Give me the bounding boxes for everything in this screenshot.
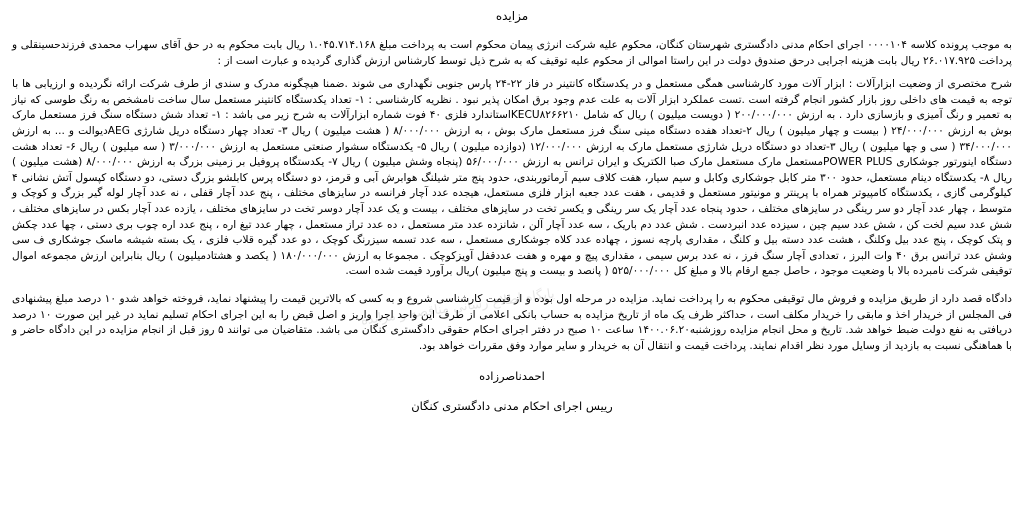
case-paragraph: به موجب پرونده کلاسه ۰۰۰۰۱۰۴ اجرای احکام مدنی دادگستری شهرستان کنگان، محکوم علیه شرکت انرژی پیمان محکوم است به پرداخت مبلغ ۱.۰۴۵.۷۱۴.۱۶۸ ریال بابت محکوم به در حق آقای سهراب محمدی فرزندحسینقلی و پرداخت ۲۶.۰۱۷.۹۲۵ ریال بابت هزینه اجرایی درحق صندوق دولت در این راستا اموالی از محکوم علیه توقیف که به شرح ذیل توسط کارشناس ارزش گذاری گردیده و عبارت است از :: [12, 39, 1012, 67]
auction-terms-paragraph: دادگاه قصد دارد از طریق مزایده و فروش مال توقیفی محکوم به را پرداخت نماید. مزایده در مرحله اول بوده و از قیمت کارشناسی شروع و به کسی که بالاترین قیمت را پیشنهاد نماید، فروخته خواهد شدو ۱۰ درصد مبلغ پیشنهادی فی المجلس از خریدار اخذ و مابقی را خریدار مکلف است ، حداکثر ظرف یک ماه از تاریخ مزایده به حساب بانکی اعلامی از طرف این واحد اجرا واریز و اصل قبض را به این اجرای احکام تسلیم نماید در غیر این صورت ۱۰ درصد دریافتی به نفع دولت ضبط خواهد شد. تاریخ و محل انجام مزایده روزشنبه۱۴۰۰.۰۶.۲۰ ساعت ۱۰ صبح در دفتر اجرای احکام حقوقی دادگستری کنگان می باشد. متقاضیان می توانند ۵ روز قبل از انجام مزایده در این دادگاه حاضر و با هماهنگی نسبت به بازدید از وسایل مورد نظر اقدام نمایند. پرداخت قیمت و انتقال آن به خریدار و سایر موارد وفق مقررات خواهد بود.: [12, 292, 1013, 352]
assets-description-paragraph: شرح مختصری از وضعیت ابزارآلات : ابزار آلات مورد کارشناسی همگی مستعمل و در یکدستگاه کانتینر در فاز ۲۲-۲۴ پارس جنوبی نگهداری می شوند .ضمنا هیچگونه مدرک و سندی از طرف شرکت ارائه نگردیده و ارزیابی ها با توجه به قیمت های داخلی روز بازار کشور انجام گرفته است .تست عملکرد ابزار آلات به علت عدم وجود برق امکان پذیر نبود . نظریه کارشناسی : ۱- تعداد یکدستگاه کانتینر مستعمل سال ساخت نامشخص به رنگ طوسی که نیاز به تعمیر و رنگ آمیزی و بازسازی دارد . به ارزش ۲۰۰/۰۰۰/۰۰۰ ( دویست میلیون ) ریال که شامل KECU۸۲۶۶۲۱۰استاندارد فلزی ۴۰ فوت شماره ابزارآلات به شرح زیر می باشد : ۱- تعداد شش دستگاه سنگ فرز مستعمل مارک بوش به ارزش ۲۴/۰۰۰/۰۰۰ ( بیست و چهار میلیون ) ریال ۲-تعداد هفده دستگاه مینی سنگ فرز مستعمل مارک بوش ، به ارزش ۸/۰۰۰/۰۰۰ ( هشت میلیون ) ریال ۳- تعداد چهار دستگاه دریل شارژی AEGدیوالت و ... به ارزش ۳۴/۰۰۰/۰۰۰ ( سی و چها میلیون ) ریال ۳-تعداد دو دستگاه دریل شارژی مستعمل مارک به ارزش ۱۲/۰۰۰/۰۰۰ (دوازده میلیون ) ریال ۵- یکدستگاه سشوار صنعتی مستعمل به ارزش ۳/۰۰۰/۰۰۰ ( سه میلیون ) ریال ۶- تعداد هشت دستگاه اینورتور جوشکاری POWER PLUSمستعمل مارک مستعمل مارک صبا الکتریک و ایران ترانس به ارزش ۵۶/۰۰۰/۰۰۰ (پنجاه وشش میلیون ) ریال ۷- یکدستگاه پروفیل بر زمینی بزرگ به ارزش ۸/۰۰۰/۰۰۰ (هشت میلیون ) ریال ۸- یکدستگاه دینام مستعمل، حدود ۳۰۰ متر کابل جوشکاری وکابل و سیم سیار، هفت کلاف سیم آرماتوربندی، حدود پنج متر شیلنگ هوابرش آبی و قرمز، دو دستگاه پرس کابلشو بزرگ دستی، دو دستگاه کپسول آتش نشانی ۴ کیلوگرمی گازی ، یکدستگاه کامپیوتر همراه با پرینتر و مونیتور مستعمل و قدیمی ، هفت عدد جعبه ابزار فلزی مستعمل، هیجده عدد آچار فرانسه در سایزهای مختلف ، پنج عدد آچار قفلی ، نه عدد آچار لوله گیر بزرگ و کوچک و متوسط ، چهار عدد آچار دو سر رینگی در سایزهای مختلف ، حدود پنجاه عدد آچار یک سر رینگی و یکسر تخت در سایزهای مختلف ، بیست و یک عدد آچار دوسر تخت در سایزهای مختلف ، یازده عدد آچار بکس در سایزهای مختلف ، شش عدد سیم لخت کن ، شش عدد سیم چین ، سیزده عدد انبردست . شش عدد دم باریک ، سه عدد آچار آلن ، شانزده عدد متر مستعمل ، ده عدد تراز مستعمل ، چهار عدد تیغ اره ، پنج عدد اره چوب بری دستی ، چها عدد چکش و پتک کوچک ، پنج عدد بیل وکلنگ ، هشت عدد دسته بیل و کلنگ ، مقداری پارچه نسوز ، چهاده عدد کلاه جوشکاری مستعمل ، سه عدد تسمه سیزرنگ کوچک ، دو عدد گیره قلاب فلزی ، یک بسته شیشه ماسک جوشکاری ف سی وشش عدد ترانس برق ۴۰ وات البرز ، تعدادی آچار سنگ فرز ، نه عدد برس سیمی ، مقداری پیچ و مهره و هفت عددقفل آویزکوچک . مجموعا به ارزش ۱۸۰/۰۰۰/۰۰۰ ( یکصد و هشتادمیلیون ) ریال بنابراین ارزش مجموعه اموال توقیفی شرکت نامبرده بالا با وضعیت موجود ، حاصل جمع ارقام بالا و مبلغ کل ۵۲۵/۰۰۰/۰۰۰ ( پانصد و بیست و پنج میلیون )ریال برآورد قیمت شده است.: [12, 78, 1013, 278]
signer-office: رییس اجرای احکام مدنی دادگستری کنگان: [411, 399, 613, 414]
watermark-text: پایگاه اطلاع رسانی مناقصه و مزایده: [359, 286, 556, 329]
document-title: مزایده: [495, 9, 529, 23]
signer-name: احمدناصرزاده: [479, 369, 545, 384]
